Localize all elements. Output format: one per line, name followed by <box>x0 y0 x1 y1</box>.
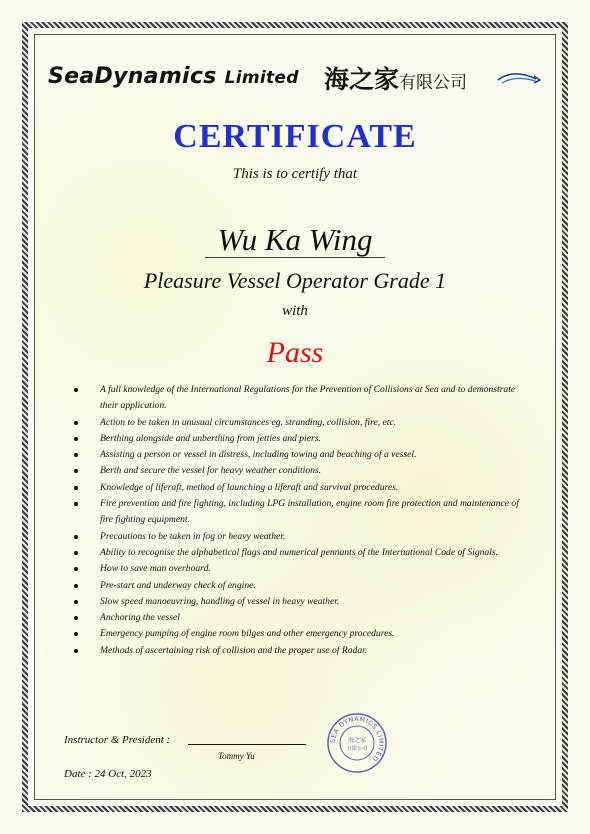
competency-item <box>64 382 520 415</box>
company-name-zh-main: 海之家 <box>324 65 400 94</box>
signature-line <box>188 744 306 745</box>
competency-text: Ability to recognise the alphabetical flags and numerical pennants of the International Code of Signals. <box>100 546 499 558</box>
competency-text: Methods of ascertaining risk of collision and the proper use of Radar. <box>100 644 368 656</box>
competency-text: Emergency pumping of engine room bilges and other emergency procedures. <box>100 628 395 640</box>
competency-item <box>64 594 520 610</box>
signature-label: Instructor & President : <box>64 734 171 746</box>
with-text: with <box>282 303 308 319</box>
svg-text:SEA DYNAMICS LIMITED: SEA DYNAMICS LIMITED <box>329 715 385 763</box>
competency-text: Berthing alongside and unberthing from jetties and piers. <box>100 432 321 444</box>
competency-text: Action to be taken in unusual circumstances eg. stranding, collision, fire, etc. <box>100 416 397 428</box>
company-name-en-main: SeaDynamics <box>48 64 217 89</box>
company-name-zh-suffix: 有限公司 <box>399 73 468 93</box>
competency-item <box>64 643 520 659</box>
bullet-icon <box>74 388 78 392</box>
company-name-en-suffix: Limited <box>224 68 299 88</box>
bullet-icon <box>74 551 78 555</box>
competency-text: Berth and secure the vessel for heavy weather conditions. <box>100 465 322 477</box>
bullet-icon <box>74 600 78 604</box>
bullet-icon <box>74 649 78 653</box>
competency-item <box>64 529 520 545</box>
bullet-icon <box>74 502 78 506</box>
recipient-underline <box>205 257 385 258</box>
issue-date: Date : 24 Oct, 2023 <box>64 768 152 780</box>
competency-item <box>64 431 520 447</box>
company-header <box>48 58 548 98</box>
wave-fish-icon <box>496 68 542 90</box>
competency-item <box>64 578 520 594</box>
competency-text: Knowledge of liferaft, method of launching a liferaft and survival procedures. <box>100 481 399 493</box>
bullet-icon <box>74 469 78 473</box>
competency-item <box>64 447 520 463</box>
bullet-icon <box>74 632 78 636</box>
competency-item <box>64 496 520 529</box>
competency-text: Anchoring the vessel <box>100 612 180 624</box>
company-name-zh <box>324 60 467 96</box>
signatory-name: Tommy Yu <box>218 751 255 761</box>
course-title: Pleasure Vessel Operator Grade 1 <box>143 268 447 293</box>
company-name-en <box>48 64 299 89</box>
bullet-icon <box>74 567 78 571</box>
company-seal-icon <box>326 712 388 774</box>
competency-item <box>64 415 520 431</box>
competency-list <box>64 382 520 659</box>
competency-item <box>64 463 520 479</box>
seal-zh-suffix: 有限公司 <box>346 746 368 752</box>
competency-item <box>64 610 520 626</box>
bullet-icon <box>74 453 78 457</box>
bullet-icon <box>74 616 78 620</box>
competency-item <box>64 545 520 561</box>
certify-text: This is to certify that <box>232 166 358 182</box>
bullet-icon <box>74 437 78 441</box>
competency-text: Fire prevention and fire fighting, including LPG installation, engine room fire protection and maintenance of fire fighting equipment. <box>100 498 519 526</box>
bullet-icon <box>74 584 78 588</box>
certificate-title: CERTIFICATE <box>173 118 417 155</box>
competency-text: Precautions to be taken in fog or heavy weather. <box>100 530 286 542</box>
competency-text: A full knowledge of the International Regulations for the Prevention of Collisions at Sea and to demonstrate their application. <box>100 384 516 412</box>
competency-item <box>64 626 520 642</box>
competency-text: How to save man overboard. <box>100 563 211 575</box>
competency-item <box>64 561 520 577</box>
bullet-icon <box>74 421 78 425</box>
competency-text: Assisting a person or vessel in distress, including towing and beaching of a vessel. <box>100 449 417 461</box>
competency-item <box>64 480 520 496</box>
seal-zh: 海之家 <box>347 737 367 744</box>
bullet-icon <box>74 535 78 539</box>
recipient-name: Wu Ka Wing <box>217 222 373 257</box>
bullet-icon <box>74 486 78 490</box>
competency-text: Slow speed manoeuvring, handling of vessel in heavy weather. <box>100 595 340 607</box>
competency-text: Pre-start and underway check of engine. <box>100 579 256 591</box>
result-text: Pass <box>266 336 324 369</box>
